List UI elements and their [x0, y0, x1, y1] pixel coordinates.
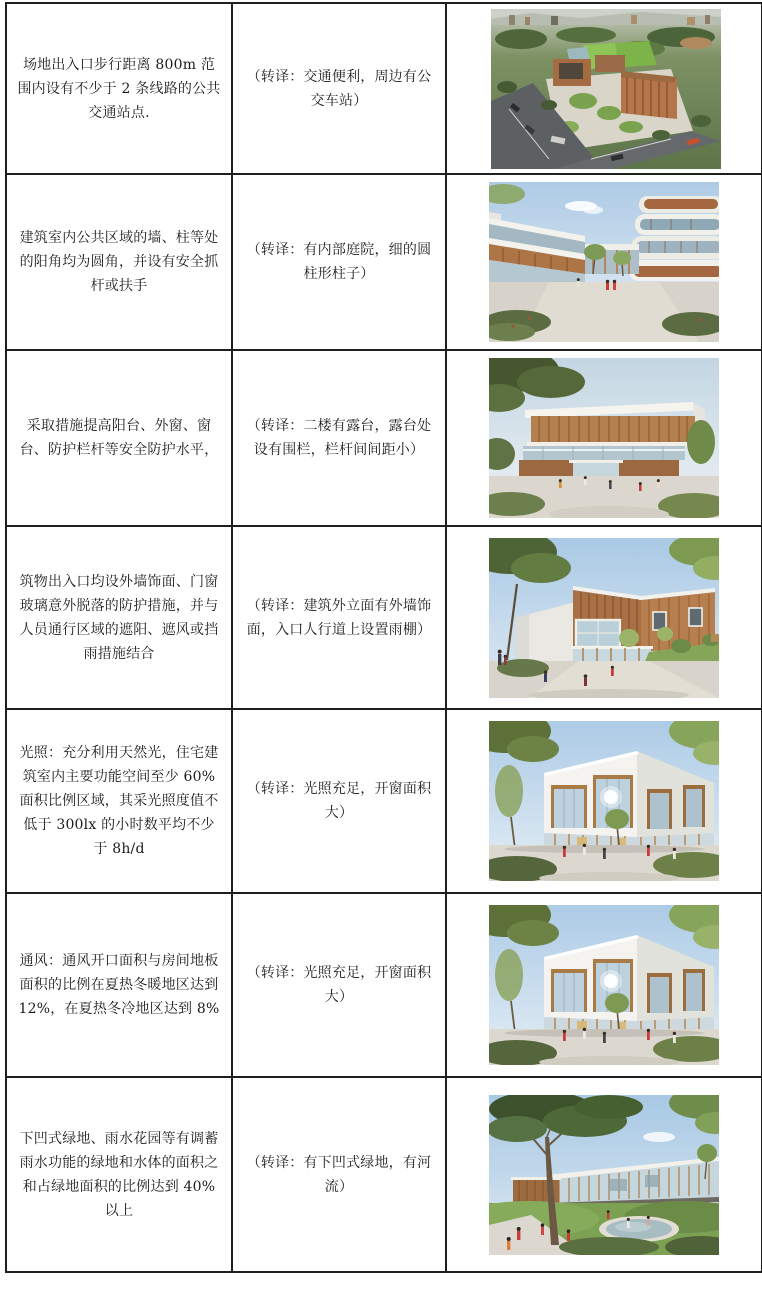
ventilation-building-illustration	[489, 905, 719, 1065]
daylight-building-photo	[489, 721, 719, 881]
requirement-text: 通风：通风开口面积与房间地板面积的比例在夏热冬暖地区达到 12%，在夏热冬冷地区达到 8%	[18, 953, 220, 1017]
requirement-text: 场地出入口步行距离 800m 范围内设有不少于 2 条线路的公共交通站点.	[17, 56, 221, 121]
translation-cell	[232, 3, 446, 174]
sunken-green-pond-photo	[489, 1095, 719, 1255]
table-row	[6, 1077, 762, 1272]
translation-text: （转译：有下凹式绿地，有河流）	[246, 1154, 432, 1195]
image-cell	[446, 709, 762, 893]
requirement-cell	[6, 3, 232, 174]
image-cell	[446, 893, 762, 1077]
image-cell	[446, 3, 762, 174]
daylight-building-illustration	[489, 721, 719, 881]
image-cell	[446, 526, 762, 709]
image-cell	[446, 174, 762, 350]
requirement-text: 下凹式绿地、雨水花园等有调蓄雨水功能的绿地和水体的面积之和占绿地面积的比例达到 40%以上	[19, 1130, 219, 1219]
table-row	[6, 174, 762, 350]
document-page	[5, 2, 758, 1273]
translation-cell	[232, 526, 446, 709]
requirement-cell	[6, 526, 232, 709]
translation-text: （转译：建筑外立面有外墙饰面，入口人行道上设置雨棚）	[246, 597, 432, 638]
requirement-text: 筑物出入口均设外墙饰面、门窗玻璃意外脱落的防护措施，并与人员通行区域的遮阳、遮风或挡雨措施结合	[19, 573, 219, 662]
translation-cell	[232, 709, 446, 893]
table-row	[6, 526, 762, 709]
translation-text: （转译：光照充足，开窗面积大）	[246, 965, 432, 1005]
image-cell	[446, 1077, 762, 1272]
wood-facade-entry-photo	[489, 538, 719, 698]
wood-facade-entry-illustration	[489, 538, 719, 698]
terrace-building-illustration	[489, 358, 719, 518]
requirement-cell	[6, 1077, 232, 1272]
translation-text: （转译：二楼有露台，露台处设有围栏，栏杆间间距小）	[246, 418, 432, 458]
requirement-cell	[6, 709, 232, 893]
requirement-text: 光照：充分利用天然光，住宅建筑室内主要功能空间至少 60%面积比例区域，其采光照度值不低于 300lx 的小时数平均不少于 8h/d	[19, 745, 219, 857]
requirement-text: 采取措施提高阳台、外窗、窗台、防护栏杆等安全防护水平，	[19, 418, 219, 458]
curved-courtyard-illustration	[489, 182, 719, 342]
requirement-cell	[6, 174, 232, 350]
table-row	[6, 893, 762, 1077]
requirements-table	[5, 2, 762, 1273]
translation-text: （转译：有内部庭院，细的圆柱形柱子）	[246, 242, 432, 282]
requirement-cell	[6, 893, 232, 1077]
image-cell	[446, 350, 762, 526]
table-row	[6, 3, 762, 174]
ventilation-building-photo	[489, 905, 719, 1065]
translation-text: （转译：交通便利，周边有公交车站）	[246, 68, 432, 109]
table-row	[6, 709, 762, 893]
translation-cell	[232, 174, 446, 350]
requirement-text: 建筑室内公共区域的墙、柱等处的阳角均为圆角，并设有安全抓杆或扶手	[19, 230, 219, 294]
aerial-campus-illustration	[491, 9, 721, 169]
curved-courtyard-photo	[489, 182, 719, 342]
terrace-building-photo	[489, 358, 719, 518]
translation-cell	[232, 1077, 446, 1272]
aerial-campus-photo	[491, 9, 721, 169]
requirement-cell	[6, 350, 232, 526]
translation-cell	[232, 350, 446, 526]
sunken-green-pond-illustration	[489, 1095, 719, 1255]
table-row	[6, 350, 762, 526]
translation-cell	[232, 893, 446, 1077]
translation-text: （转译：光照充足，开窗面积大）	[246, 781, 432, 821]
